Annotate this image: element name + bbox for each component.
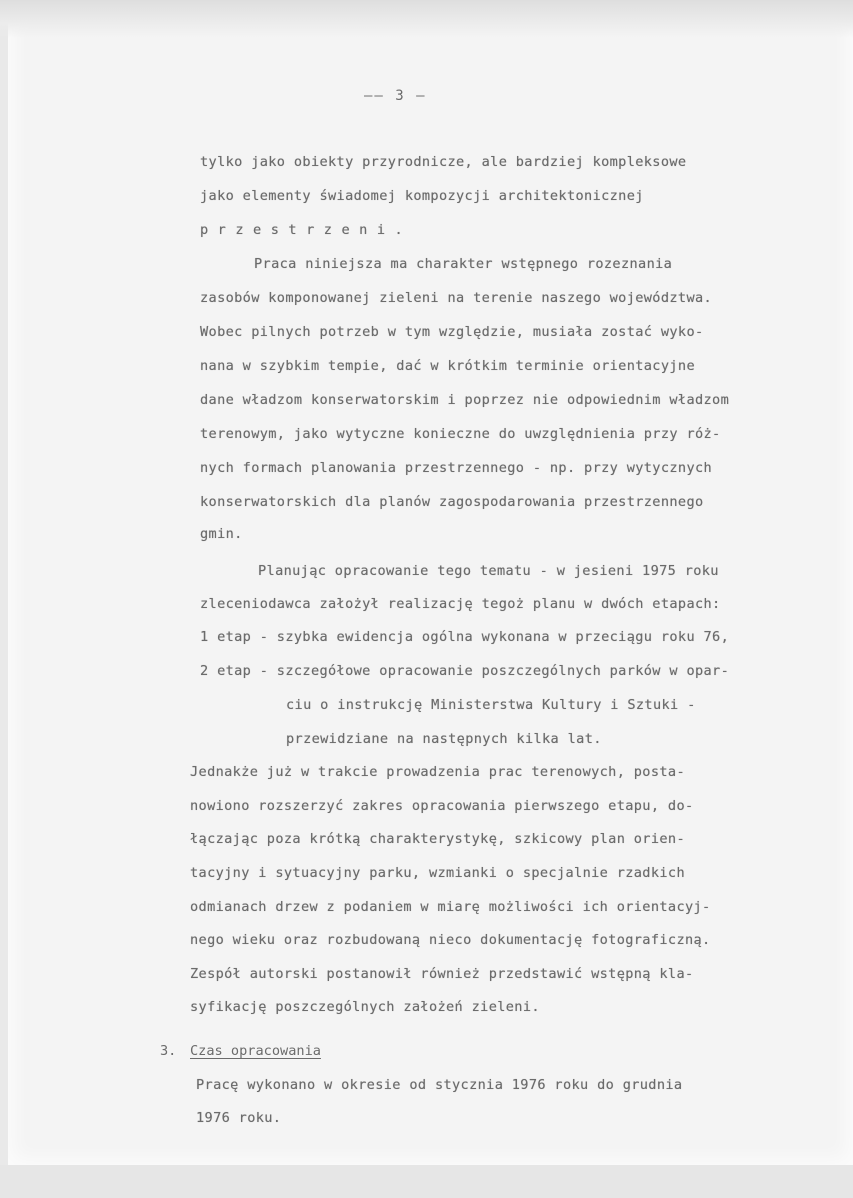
scan-bottom-edge bbox=[0, 1165, 853, 1198]
text-line: przestrzeni. bbox=[200, 222, 413, 238]
list-item-stage-1: 1 etap - szybka ewidencja ogólna wykonana w przeciągu roku 76, bbox=[200, 629, 730, 645]
text-line: jako elementy świadomej kompozycji architektonicznej bbox=[200, 188, 644, 204]
text-line: zleceniodawca założył realizację tegoż planu w dwóch etapach: bbox=[200, 596, 721, 612]
section-text-line: Pracę wykonano w okresie od stycznia 1976 roku do grudnia bbox=[196, 1077, 683, 1093]
scan-top-edge bbox=[0, 0, 853, 38]
list-item-continuation: ciu o instrukcję Ministerstwa Kultury i Sztuki - bbox=[286, 697, 696, 713]
list-item-continuation: przewidziane na następnych kilka lat. bbox=[286, 731, 602, 747]
text-line: syfikację poszczególnych założeń zieleni. bbox=[190, 999, 540, 1015]
text-line: dane władzom konserwatorskim i poprzez nie odpowiednim władzom bbox=[200, 392, 730, 408]
text-line: tacyjny i sytuacyjny parku, wzmianki o specjalnie rzadkich bbox=[190, 865, 685, 881]
paragraph-start-line: Planując opracowanie tego tematu - w jesieni 1975 roku bbox=[258, 563, 719, 579]
section-text-line: 1976 roku. bbox=[196, 1110, 282, 1126]
text-line: zasobów komponowanej zieleni na terenie naszego województwa. bbox=[200, 290, 713, 306]
page-number: —— 3 — bbox=[364, 88, 427, 104]
list-item-stage-2: 2 etap - szczegółowe opracowanie poszczególnych parków w opar- bbox=[200, 663, 730, 679]
section-number: 3. bbox=[160, 1043, 177, 1059]
text-line: gmin. bbox=[200, 526, 243, 542]
text-line: terenowym, jako wytyczne konieczne do uwzględnienia przy róż- bbox=[200, 426, 721, 442]
text-line: nowiono rozszerzyć zakres opracowania pierwszego etapu, do- bbox=[190, 798, 694, 814]
text-line: nego wieku oraz rozbudowaną nieco dokumentację fotograficzną. bbox=[190, 932, 711, 948]
text-line: nych formach planowania przestrzennego - np. przy wytycznych bbox=[200, 460, 713, 476]
text-line: odmianach drzew z podaniem w miarę możliwości ich orientacyj- bbox=[190, 899, 711, 915]
text-line: tylko jako obiekty przyrodnicze, ale bardziej kompleksowe bbox=[200, 154, 687, 170]
text-line: Zespół autorski postanowił również przedstawić wstępną kla- bbox=[190, 966, 694, 982]
document-page bbox=[8, 10, 853, 1165]
text-line: Wobec pilnych potrzeb w tym względzie, musiała zostać wyko- bbox=[200, 324, 704, 340]
text-line: konserwatorskich dla planów zagospodarowania przestrzennego bbox=[200, 494, 704, 510]
text-line: łączając poza krótką charakterystykę, szkicowy plan orien- bbox=[190, 831, 685, 847]
paragraph-start-line: Praca niniejsza ma charakter wstępnego rozeznania bbox=[254, 256, 673, 272]
text-line: Jednakże już w trakcie prowadzenia prac terenowych, posta- bbox=[190, 764, 685, 780]
section-title: Czas opracowania bbox=[190, 1043, 321, 1059]
text-line: nana w szybkim tempie, dać w krótkim terminie orientacyjne bbox=[200, 358, 695, 374]
